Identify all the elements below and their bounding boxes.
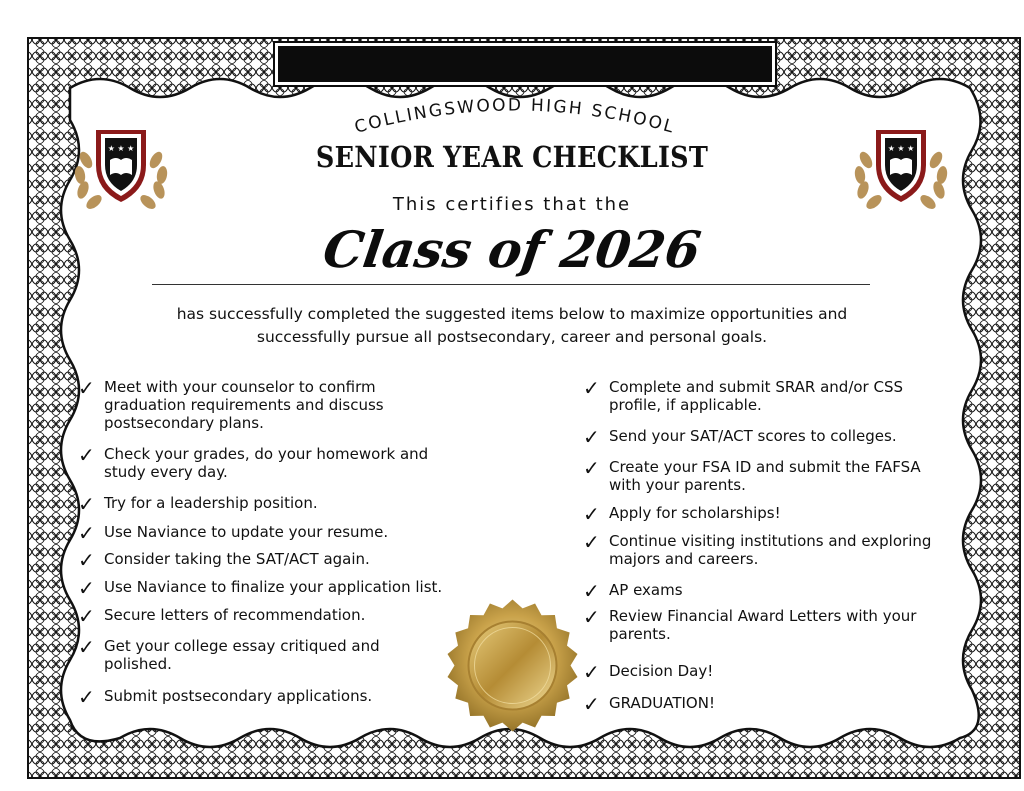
description-line-2: successfully pursue all postsecondary, career and personal goals.	[256, 328, 768, 346]
checklist-item-text	[609, 607, 916, 643]
checklist-item	[583, 607, 916, 643]
school-name: COLLINGSWOOD HIGH SCHOOL	[352, 95, 678, 138]
checklist-item-text	[609, 504, 781, 522]
checkmark-icon: ✓	[583, 376, 600, 400]
checkmark-icon: ✓	[78, 576, 95, 600]
checklist-item-line: Create your FSA ID and submit the FAFSA	[609, 458, 921, 476]
description-line-1: has successfully completed the suggested items below to maximize opportunities and	[176, 305, 848, 323]
checklist-item-line: with your parents.	[609, 476, 746, 494]
checklist-item-line: Use Naviance to update your resume.	[104, 523, 389, 541]
checkmark-icon: ✓	[78, 521, 95, 545]
checklist-item	[583, 662, 713, 682]
checklist-item-text	[104, 523, 388, 541]
checklist-item-text	[609, 694, 715, 712]
checklist-item	[78, 606, 365, 626]
recipient-name: Class of 2026	[319, 220, 705, 279]
checklist-item-line: Use Naviance to finalize your application list.	[104, 578, 443, 596]
checklist-item-line: study every day.	[104, 463, 228, 481]
svg-text:★ ★ ★: ★ ★ ★	[887, 144, 915, 153]
shield-book-laurel-icon	[66, 120, 176, 215]
checklist-item	[78, 687, 372, 707]
checklist-item-text	[104, 494, 318, 512]
checklist-item-line: Meet with your counselor to confirm	[104, 378, 376, 396]
checklist-item	[78, 523, 388, 543]
checklist-item	[583, 581, 683, 601]
checklist-item-line: Apply for scholarships!	[609, 504, 781, 522]
checklist-item-line: majors and careers.	[609, 550, 759, 568]
checklist-item	[583, 458, 921, 494]
checklist-item-line: Send your SAT/ACT scores to colleges.	[609, 427, 897, 445]
checklist-item	[78, 445, 428, 481]
checklist-item	[78, 578, 442, 598]
checklist-item	[583, 504, 781, 524]
checklist-item-text	[609, 532, 931, 568]
checklist-item-text	[609, 427, 897, 445]
checkmark-icon: ✓	[583, 579, 600, 603]
gold-seal-icon	[445, 598, 580, 733]
certifies-text: This certifies that the	[392, 194, 632, 215]
certificate-description	[112, 303, 912, 349]
checklist-item-line: Secure letters of recommendation.	[104, 606, 366, 624]
shield-book-laurel-icon	[846, 120, 956, 215]
checklist-item	[583, 532, 931, 568]
checklist-item	[583, 378, 903, 414]
svg-text:★ ★ ★: ★ ★ ★	[107, 144, 135, 153]
checklist-item	[78, 494, 318, 514]
checklist-item	[583, 694, 715, 714]
school-name-arc	[330, 78, 700, 148]
checkmark-icon: ✓	[78, 548, 95, 572]
checklist-item-line: Review Financial Award Letters with your	[609, 607, 917, 625]
checklist-item-line: Get your college essay critiqued and	[104, 637, 380, 655]
svg-text:COLLINGSWOOD HIGH SCHOOL	[352, 95, 677, 137]
checklist-item-line: graduation requirements and discuss	[104, 396, 384, 414]
checklist-item-line: Decision Day!	[609, 662, 714, 680]
checklist-item-text	[104, 606, 365, 624]
checklist-item-line: polished.	[104, 655, 172, 673]
checkmark-icon: ✓	[583, 456, 600, 480]
checkmark-icon: ✓	[78, 443, 95, 467]
checklist-item-line: Continue visiting institutions and exploring	[609, 532, 932, 550]
checklist-item-line: GRADUATION!	[609, 694, 715, 712]
checklist-item-line: Check your grades, do your homework and	[104, 445, 429, 463]
checkmark-icon: ✓	[583, 502, 600, 526]
checklist-item	[78, 550, 370, 570]
checkmark-icon: ✓	[583, 530, 600, 554]
checklist-item-line: AP exams	[609, 581, 683, 599]
checklist-item	[78, 378, 384, 432]
checklist-item-text	[104, 445, 428, 481]
checklist-item	[78, 637, 380, 673]
checklist-item-line: Complete and submit SRAR and/or CSS	[609, 378, 904, 396]
checklist-item-text	[609, 662, 713, 680]
checkmark-icon: ✓	[78, 604, 95, 628]
checklist-item-text	[104, 378, 384, 432]
signature-line	[152, 284, 870, 285]
checklist-item	[583, 427, 897, 447]
checklist-item-text	[104, 578, 442, 596]
checklist-item-text	[609, 458, 921, 494]
checklist-item-line: postsecondary plans.	[104, 414, 264, 432]
checkmark-icon: ✓	[583, 425, 600, 449]
checkmark-icon: ✓	[78, 685, 95, 709]
checklist-item-text	[104, 550, 370, 568]
checkmark-icon: ✓	[78, 492, 95, 516]
checklist-item-text	[609, 378, 903, 414]
checklist-item-line: Try for a leadership position.	[104, 494, 318, 512]
checklist-item-line: profile, if applicable.	[609, 396, 762, 414]
checklist-item-text	[609, 581, 683, 599]
checklist-item-line: Consider taking the SAT/ACT again.	[104, 550, 370, 568]
checkmark-icon: ✓	[78, 635, 95, 659]
checklist-item-text	[104, 687, 372, 705]
checklist-item-text	[104, 637, 380, 673]
checkmark-icon: ✓	[583, 692, 600, 716]
checklist-item-line: Submit postsecondary applications.	[104, 687, 373, 705]
checklist-item-line: parents.	[609, 625, 671, 643]
certificate-title: SENIOR YEAR CHECKLIST	[315, 140, 709, 174]
checkmark-icon: ✓	[583, 605, 600, 629]
checkmark-icon: ✓	[583, 660, 600, 684]
checkmark-icon: ✓	[78, 376, 95, 400]
